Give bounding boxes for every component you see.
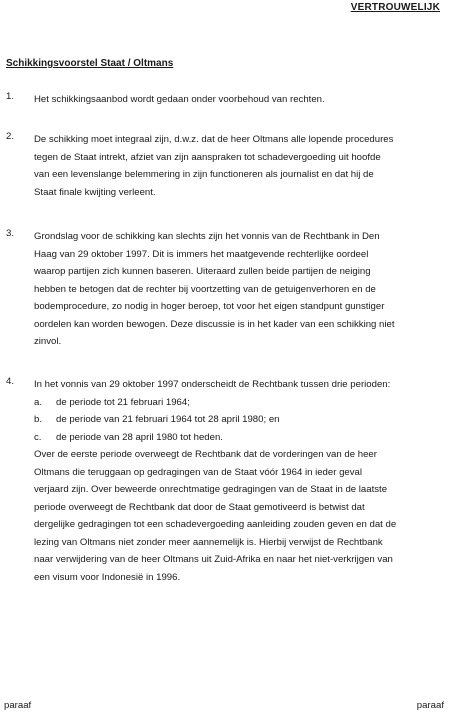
initials-label-right: paraaf	[416, 700, 444, 711]
text-line: naar verwijdering van de heer Oltmans uit Zuid-Afrika en naar het niet-verkrijgen van	[34, 554, 393, 565]
clause-text	[34, 228, 442, 351]
text-line: een visum voor Indonesië in 1996.	[34, 571, 181, 583]
text-line: Het schikkingsaanbod wordt gedaan onder voorbehoud van rechten.	[34, 94, 325, 105]
initials-label-left: paraaf	[4, 700, 32, 711]
clause-number: 1.	[6, 91, 15, 102]
text-line: Staat finale kwijting verleent.	[34, 186, 156, 198]
text-line: Grondslag voor de schikking kan slechts zijn het vonnis van de Rechtbank in Den	[34, 231, 380, 242]
text-line: oordelen kan worden bewogen. Deze discussie is in het kader van een schikking niet	[34, 318, 395, 330]
text-line: lezing van Oltmans niet zonder meer aannemelijk is. Hierbij verwijst de Rechtbank	[34, 536, 383, 548]
sub-item-label: a.	[34, 396, 43, 408]
text-line: van een levenslange belemmering in zijn functioneren als journalist en dat hij de	[34, 169, 374, 180]
clause-text	[34, 91, 442, 109]
text-line: waarop partijen zich kunnen baseren. Uiteraard zullen beide partijen de neiging	[34, 266, 371, 277]
sub-item-text: de periode tot 21 februari 1964;	[56, 396, 190, 408]
document-title: Schikkingsvoorstel Staat / Oltmans	[6, 58, 174, 69]
text-line: dergelijke gedragingen tot een schadevergoeding aanleiding zouden geven en dat de	[34, 519, 397, 530]
text-line: tegen de Staat intrekt, afziet van zijn aanspraken tot schadevergoeding uit hoofde	[34, 151, 381, 163]
sub-item-c	[34, 429, 442, 447]
text-line: hebben te betogen dat de rechter bij voortzetting van de getuigenverhoren en de	[34, 283, 376, 295]
clause-number: 4.	[6, 376, 15, 387]
clause-2	[6, 131, 442, 201]
text-line: zinvol.	[34, 336, 62, 347]
clause-number: 3.	[6, 228, 15, 239]
clause-text	[34, 131, 442, 201]
sub-item-a	[34, 394, 442, 412]
clause-4	[6, 376, 442, 586]
clause-text	[34, 376, 442, 586]
text-line: periode overweegt de Rechtbank dat door de Staat gemotiveerd is betwist dat	[34, 501, 365, 513]
text-line: Oltmans die teruggaan op gedragingen van de Staat vóór 1964 in ieder geval	[34, 466, 363, 478]
sub-item-text: de periode van 21 februari 1964 tot 28 april 1980; en	[56, 414, 280, 425]
sub-item-b	[34, 411, 442, 429]
sub-item-label: c.	[34, 431, 42, 443]
text-line: De schikking moet integraal zijn, d.w.z. dat de heer Oltmans alle lopende procedures	[34, 134, 394, 145]
text-line: Over de eerste periode overweegt de Rechtbank dat de vorderingen van de heer	[34, 449, 377, 460]
clause-3	[6, 228, 442, 351]
confidential-stamp: VERTROUWELIJK	[350, 2, 440, 13]
text-line: Haag van 29 oktober 1997. Dit is immers het maatgevende rechterlijke oordeel	[34, 248, 369, 260]
text-line: In het vonnis van 29 oktober 1997 onderscheidt de Rechtbank tussen drie perioden:	[34, 379, 391, 390]
text-line: verjaard zijn. Over beweerde onrechtmatige gedragingen van de Staat in de laatste	[34, 484, 388, 495]
clause-1	[6, 91, 442, 109]
text-line: bodemprocedure, zo nodig in hoger beroep, tot voor het eigen standpunt gunstiger	[34, 301, 385, 312]
clause-number: 2.	[6, 131, 15, 142]
sub-item-label: b.	[34, 414, 43, 425]
sub-item-text: de periode van 28 april 1980 tot heden.	[56, 431, 223, 443]
